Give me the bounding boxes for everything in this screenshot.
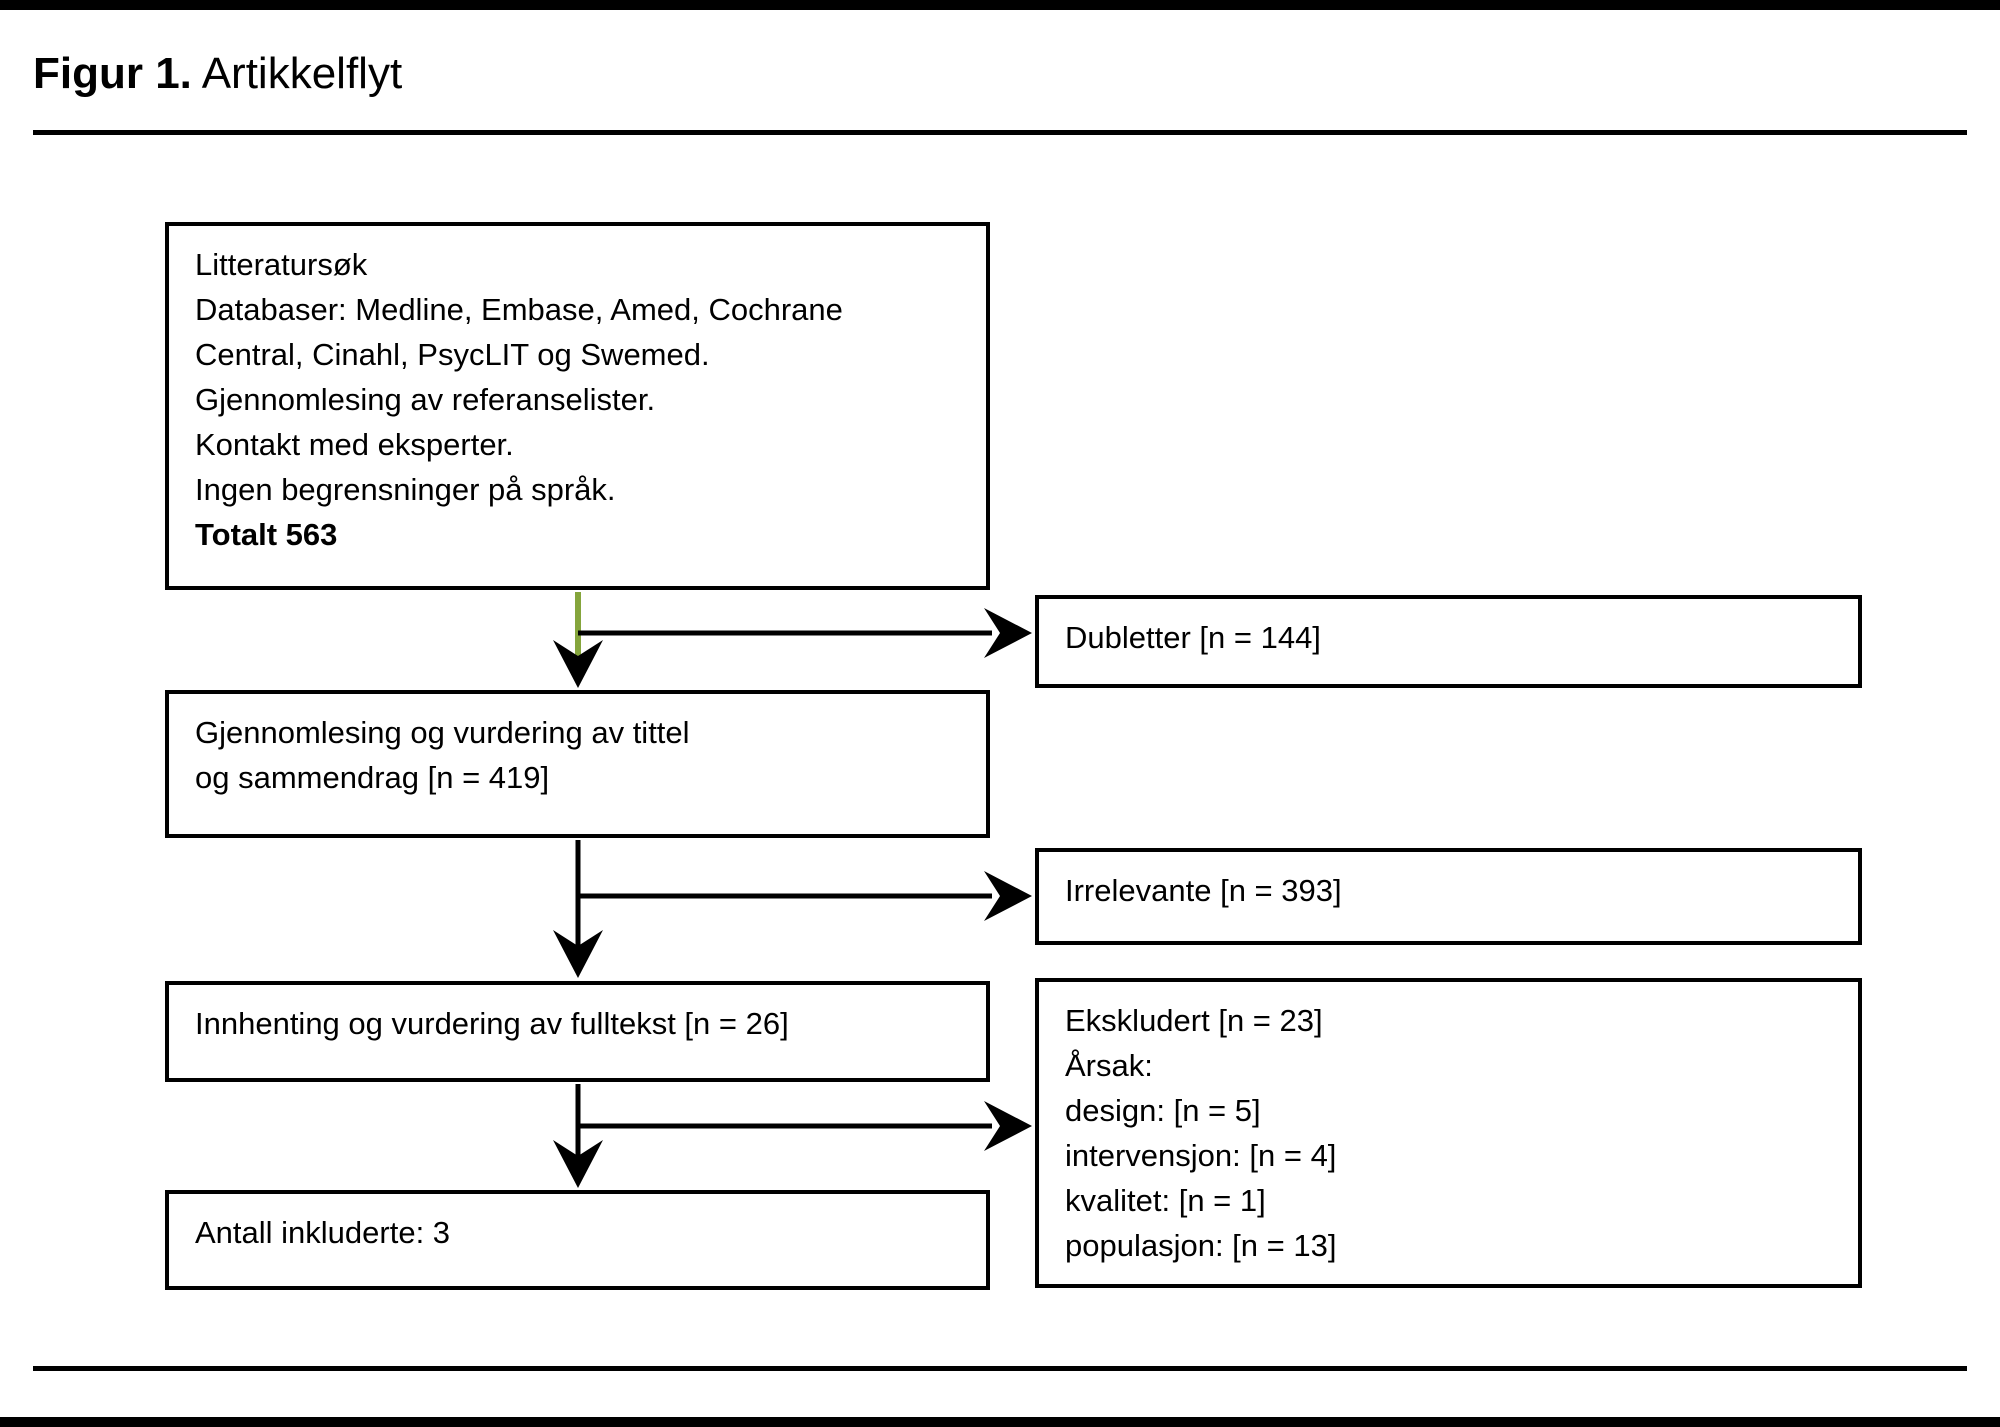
box-excluded bbox=[1035, 978, 1862, 1288]
literature-search-line: Kontakt med eksperter. bbox=[195, 427, 514, 462]
excluded-line: kvalitet: [n = 1] bbox=[1065, 1183, 1266, 1218]
box-title-abstract-screening bbox=[165, 690, 990, 838]
literature-search-line: Databaser: Medline, Embase, Amed, Cochrane bbox=[195, 292, 843, 327]
literature-search-line: Central, Cinahl, PsycLIT og Swemed. bbox=[195, 337, 710, 372]
footer-rule bbox=[33, 1366, 1967, 1371]
box-literature-search bbox=[165, 222, 990, 590]
screening-line: og sammendrag [n = 419] bbox=[195, 760, 550, 795]
screening-line: Gjennomlesing og vurdering av tittel bbox=[195, 715, 690, 750]
excluded-line: design: [n = 5] bbox=[1065, 1093, 1261, 1128]
excluded-line: Ekskludert [n = 23] bbox=[1065, 1003, 1323, 1038]
literature-search-total: Totalt 563 bbox=[195, 517, 338, 552]
box-fulltext-assessment bbox=[165, 981, 990, 1082]
excluded-line: intervensjon: [n = 4] bbox=[1065, 1138, 1337, 1173]
box-irrelevant bbox=[1035, 848, 1862, 945]
excluded-line: populasjon: [n = 13] bbox=[1065, 1228, 1337, 1263]
box-included bbox=[165, 1190, 990, 1290]
literature-search-line: Litteratursøk bbox=[195, 247, 368, 282]
irrelevant-line: Irrelevante [n = 393] bbox=[1065, 873, 1342, 908]
figure-label: Figur 1. bbox=[33, 49, 192, 98]
included-line: Antall inkluderte: 3 bbox=[195, 1215, 451, 1250]
figure-title-text: Artikkelflyt bbox=[201, 49, 403, 98]
box-duplicates bbox=[1035, 595, 1862, 688]
bottom-edge-bar bbox=[0, 1417, 2000, 1427]
fulltext-line: Innhenting og vurdering av fulltekst [n = 26] bbox=[195, 1006, 789, 1041]
excluded-line: Årsak: bbox=[1065, 1048, 1153, 1083]
literature-search-line: Ingen begrensninger på språk. bbox=[195, 472, 616, 507]
duplicates-line: Dubletter [n = 144] bbox=[1065, 620, 1321, 655]
literature-search-line: Gjennomlesing av referanselister. bbox=[195, 382, 656, 417]
